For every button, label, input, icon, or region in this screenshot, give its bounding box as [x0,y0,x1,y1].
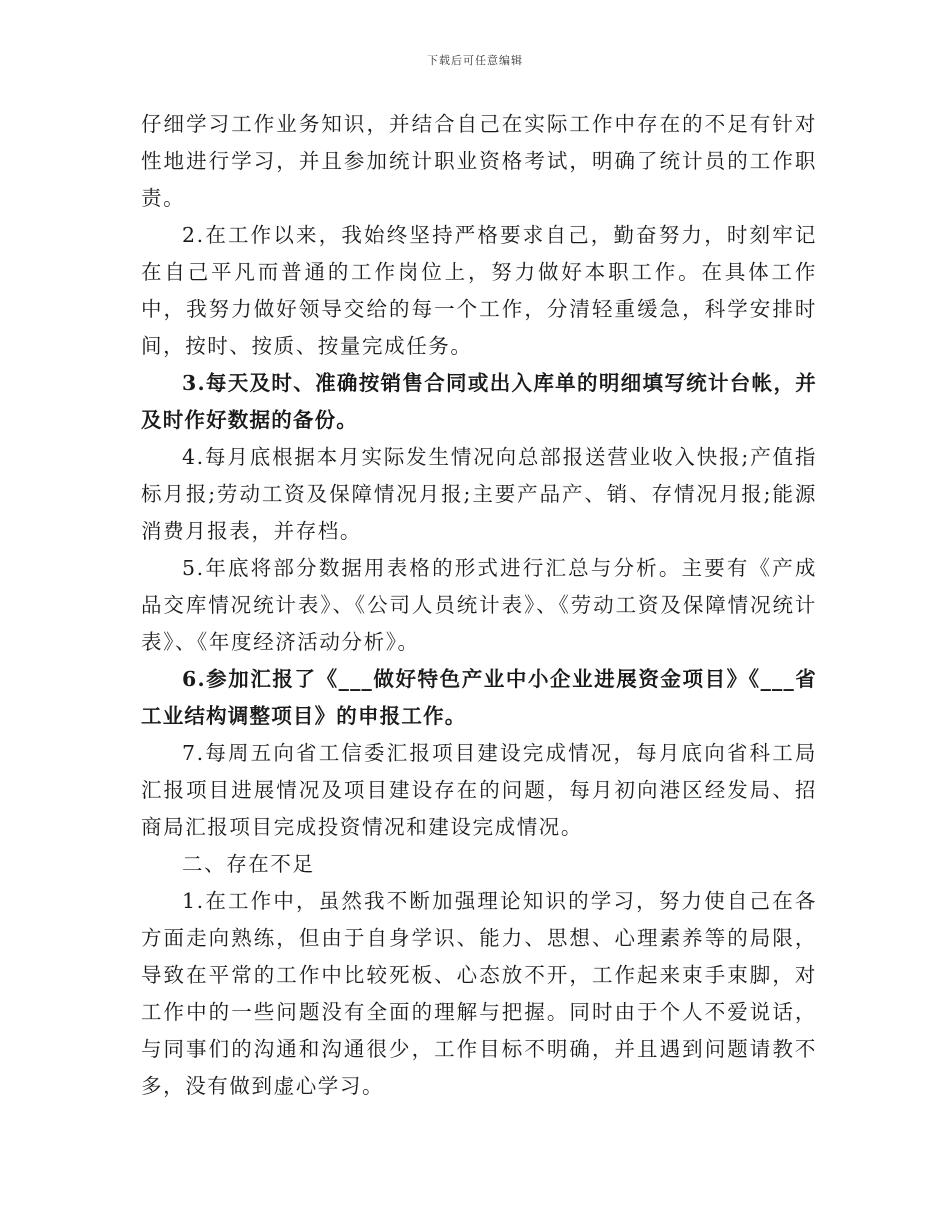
page-header: 下载后可任意编辑 [427,54,523,67]
paragraph-item-4: 4.每月底根据本月实际发生情况向总部报送营业收入快报;产值指标月报;劳动工资及保障情况月报;主要产品产、销、存情况月报;能源消费月报表，并存档。 [141,445,817,543]
section-heading-shortcomings: 二、存在不足 [182,852,315,876]
paragraph-item-5: 5.年底将部分数据用表格的形式进行汇总与分析。主要有《产成品交库情况统计表》、《公司人员统计表》、《劳动工资及保障情况统计表》、《年度经济活动分析》。 [141,556,817,654]
paragraph-item-2: 2.在工作以来，我始终坚持严格要求自己，勤奋努力，时刻牢记在自己平凡而普通的工作岗位上，努力做好本职工作。在具体工作中，我努力做好领导交给的每一个工作，分清轻重缓急，科学安排时间，按时、按质、按量完成任务。 [141,223,817,358]
paragraph-shortcoming-1: 1.在工作中，虽然我不断加强理论知识的学习，努力使自己在各方面走向熟练，但由于自身学识、能力、思想、心理素养等的局限，导致在平常的工作中比较死板、心态放不开，工作起来束手束脚，对工作中的一些问题没有全面的理解与把握。同时由于个人不爱说话，与同事们的沟通和沟通很少，工作目标不明确，并且遇到问题请教不多，没有做到虚心学习。 [141,889,817,1098]
paragraph-item-6: 6.参加汇报了《___做好特色产业中小企业进展资金项目》《___省工业结构调整项目》的申报工作。 [141,667,817,728]
paragraph-item-3: 3.每天及时、准确按销售合同或出入库单的明细填写统计台帐，并及时作好数据的备份。 [141,371,817,432]
paragraph-item-7: 7.每周五向省工信委汇报项目建设完成情况，每月底向省科工局汇报项目进展情况及项目建设存在的问题，每月初向港区经发局、招商局汇报项目完成投资情况和建设完成情况。 [141,741,817,839]
document-body [141,106,817,1105]
paragraph-continuation: 仔细学习工作业务知识，并结合自己在实际工作中存在的不足有针对性地进行学习，并且参加统计职业资格考试，明确了统计员的工作职责。 [141,112,817,210]
